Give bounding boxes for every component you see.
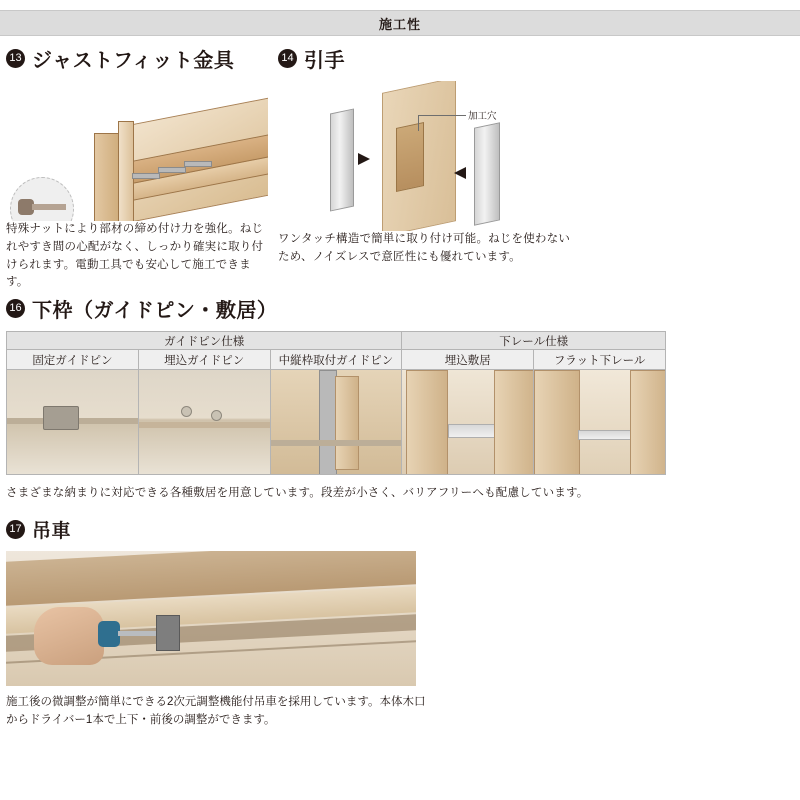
column-header-embedded-guide-pin: 埋込ガイドピン (138, 350, 270, 370)
cell-image-embedded-guide-pin (138, 370, 270, 475)
hanger-roller-photo (6, 551, 416, 686)
section-number-badge: 16 (6, 299, 25, 318)
door-panel-face (118, 121, 134, 221)
cell-image-flat-bottom-rail (534, 370, 666, 475)
page-header (0, 10, 800, 36)
door-panel (406, 370, 448, 475)
column-header-flat-bottom-rail: フラット下レール (534, 350, 666, 370)
screwdriver-handle (98, 621, 120, 647)
pull-handle-illustration (278, 81, 578, 231)
fixing-pin-icon (158, 167, 186, 173)
sill-rail (271, 440, 402, 446)
hanger-roller-bracket (156, 615, 180, 651)
section-17-caption: 施工後の微調整が簡単にできる2次元調整機能付吊車を採用しています。本体木口からドライバー1本で上下・前後の調整ができます。 (6, 696, 426, 726)
section-14-caption: ワンタッチ構造で簡単に取り付け可能。ねじを使わないため、ノイズレスで意匠性にも優れています。 (278, 233, 571, 263)
handle-plate-right (474, 122, 500, 226)
column-header-mullion-guide-pin: 中縦枠取付ガイドピン (270, 350, 402, 370)
cell-image-fixed-guide-pin (7, 370, 139, 475)
section-just-fit-hardware (6, 44, 268, 292)
mullion-frame (335, 376, 359, 470)
section-number-badge: 17 (6, 520, 25, 539)
section-hanger-roller (6, 516, 426, 730)
sill-rail (139, 422, 270, 428)
machined-hole (396, 122, 424, 192)
page-title: 施工性 (378, 16, 421, 32)
section-17-title: 吊車 (32, 521, 72, 542)
just-fit-hardware-illustration (6, 81, 268, 221)
lower-frame-spec-table (6, 331, 666, 475)
column-header-fixed-guide-pin: 固定ガイドピン (7, 350, 139, 370)
hand (34, 607, 104, 665)
group-header-bottom-rail: 下レール仕様 (402, 332, 666, 350)
bolt-shaft-icon (32, 204, 66, 210)
door-panel (630, 370, 665, 475)
fixed-guide-pin-plate (43, 406, 79, 430)
section-lower-frame (6, 294, 666, 500)
table-group-header-row (7, 332, 666, 350)
section-16-title: 下枠（ガイドピン・敷居） (32, 300, 278, 322)
fixing-pin-icon (184, 161, 212, 167)
section-number-badge: 13 (6, 49, 25, 68)
embedded-pin-cap (181, 406, 192, 417)
section-16-heading (6, 294, 666, 323)
section-pull-handle (278, 44, 578, 267)
section-13-title: ジャストフィット金具 (32, 50, 235, 72)
group-header-guide-pin: ガイドピン仕様 (7, 332, 402, 350)
table-image-row (7, 370, 666, 475)
section-17-heading (6, 516, 426, 543)
column-header-embedded-sill: 埋込敷居 (402, 350, 534, 370)
door-panel (494, 370, 533, 475)
section-number-badge: 14 (278, 49, 297, 68)
assembly-arrow-icon (454, 167, 466, 179)
door-panel (534, 370, 580, 475)
figure-note-machined-hole: 加工穴 (468, 111, 497, 122)
cell-image-embedded-sill (402, 370, 534, 475)
table-column-header-row (7, 350, 666, 370)
section-13-caption: 特殊ナットにより部材の締め付け力を強化。ねじれやすき間の心配がなく、しっかり確実に取り付けられます。電動工具でも安心して施工できます。 (6, 223, 264, 289)
section-13-heading (6, 44, 268, 73)
section-14-title: 引手 (304, 50, 345, 72)
section-16-caption: さまざまな納まりに対応できる各種敷居を用意しています。段差が小さく、バリアフリーへも配慮しています。 (6, 487, 589, 499)
embedded-pin-cap (211, 410, 222, 421)
cell-image-mullion-guide-pin (270, 370, 402, 475)
fixing-pin-icon (132, 173, 160, 179)
handle-plate-left (330, 108, 354, 211)
assembly-arrow-icon (358, 153, 370, 165)
section-14-heading (278, 44, 578, 73)
callout-leader-line (418, 115, 419, 131)
callout-leader-line (418, 115, 466, 116)
